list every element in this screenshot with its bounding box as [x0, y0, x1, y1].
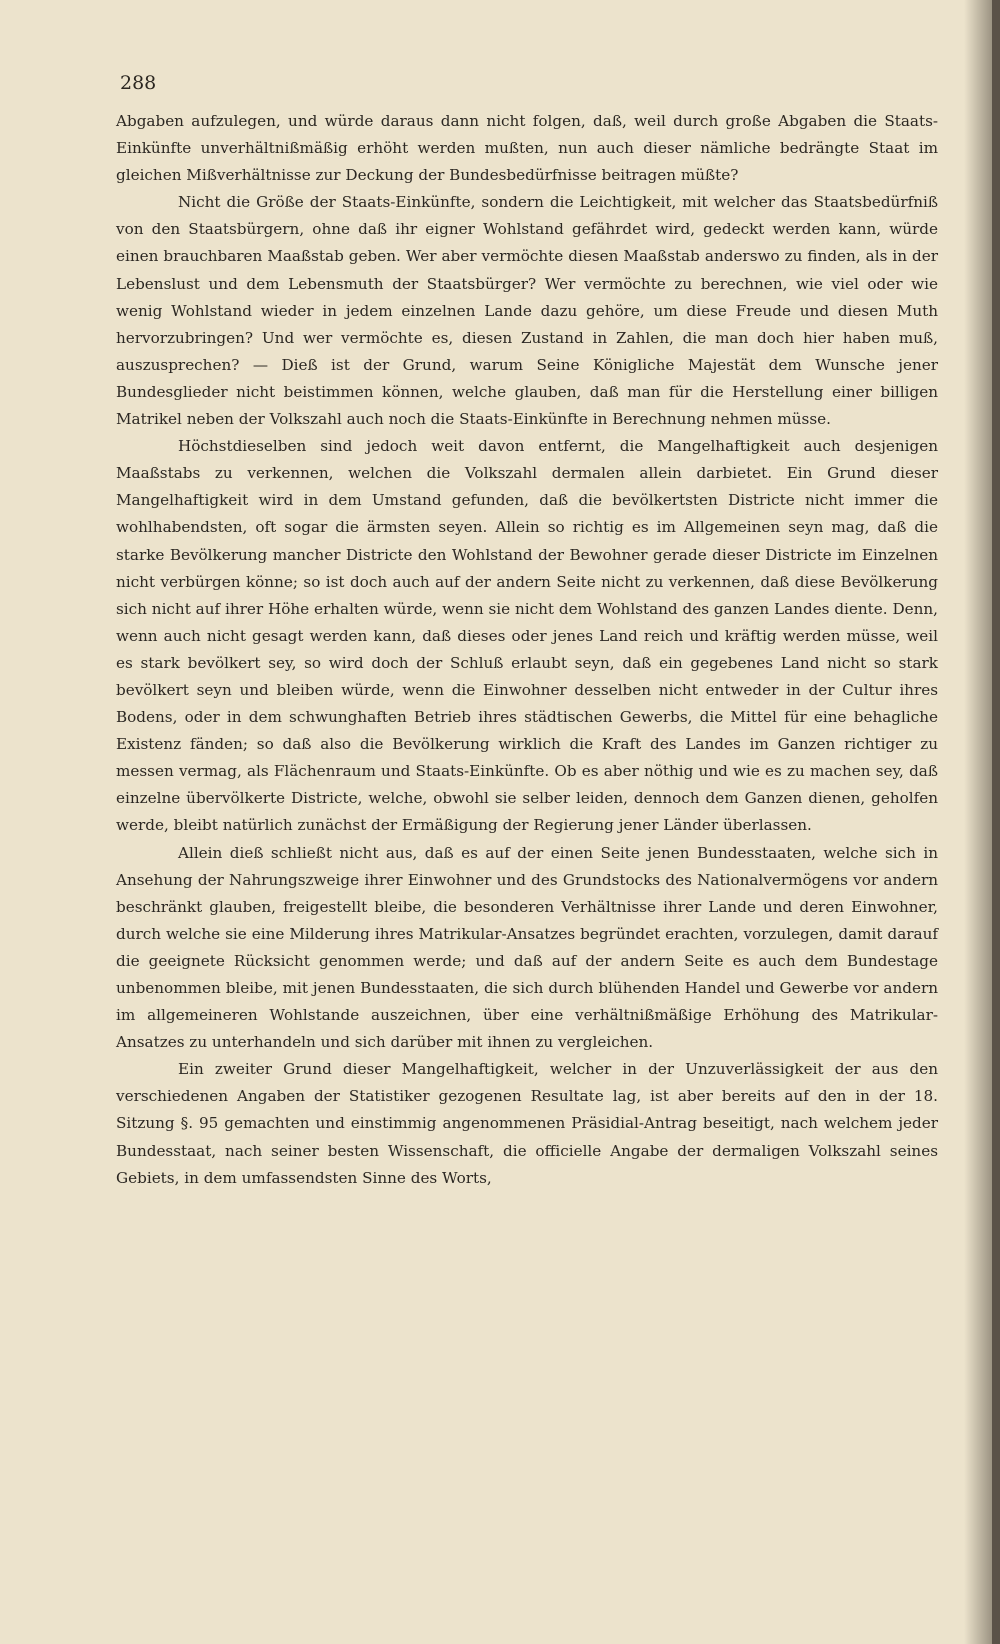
paragraph-4: Allein dieß schließt nicht aus, daß es auf der einen Seite jenen Bundesstaaten, welche sich in Ansehung der Nahrungszweige ihrer Einwohner und des Grundstocks des Nationalvermögens vor andern beschränkt glauben, freigestellt bleibe, die besonderen Verhältnisse ihrer Lande und deren Einwohner, durch welche sie eine Milderung ihres Matrikular-Ansatzes begründet erachten, vorzulegen, damit darauf die geeignete Rücksicht genommen werde; und daß auf der andern Seite es auch dem Bundestage unbenommen bleibe, mit jenen Bundesstaaten, die sich durch blühenden Handel und Gewerbe vor andern im allgemeineren Wohlstande auszeichnen, über eine verhältnißmäßige Erhöhung des Matrikular-Ansatzes zu unterhandeln und sich darüber mit ihnen zu vergleichen.	[116, 843, 938, 1052]
paragraph-1: Abgaben aufzulegen, und würde daraus dann nicht folgen, daß, weil durch große Abgaben die Staats-Einkünfte unverhältnißmäßig erhöht werden mußten, nun auch dieser nämliche bedrängte Staat im gleichen Mißverhältnisse zur Deckung der Bundesbedürfnisse beitragen müßte?	[116, 112, 938, 185]
paragraph-5: Ein zweiter Grund dieser Mangelhaftigkeit, welcher in der Unzuverlässigkeit der aus den verschiedenen Angaben der Statistiker gezogenen Resultate lag, ist aber bereits auf den in der 18. Sitzung §. 95 gemachten und einstimmig angenommenen Präsidial-Antrag beseitigt, nach welchem jeder Bundesstaat, nach seiner besten Wissenschaft, die officielle Angabe der dermaligen Volkszahl seines Gebiets, in dem umfassendsten Sinne des Worts,	[116, 1060, 938, 1187]
page-number: 288	[120, 72, 157, 94]
paragraph-2: Nicht die Größe der Staats-Einkünfte, sondern die Leichtigkeit, mit welcher das Staatsbedürfniß von den Staatsbürgern, ohne daß ihr eigner Wohlstand gefährdet wird, gedeckt werden kann, würde einen brauchbaren Maaßstab geben. Wer aber vermöchte diesen Maaßstab anderswo zu finden, als in der Lebenslust und dem Lebensmuth der Staatsbürger? Wer vermöchte zu berechnen, wie viel oder wie wenig Wohlstand wieder in jedem einzelnen Lande dazu gehöre, um diese Freude und diesen Muth hervorzubringen? Und wer vermöchte es, diesen Zustand in Zahlen, die man doch hier haben muß, auszusprechen? — Dieß ist der Grund, warum Seine Königliche Majestät dem Wunsche jener Bundesglieder nicht beistimmen können, welche glauben, daß man für die Herstellung einer billigen Matrikel neben der Volkszahl auch noch die Staats-Einkünfte in Berechnung nehmen müsse.	[116, 193, 938, 429]
body-text	[116, 108, 938, 1192]
book-spine-edge	[992, 0, 1000, 1644]
paragraph-3: Höchstdieselben sind jedoch weit davon entfernt, die Mangelhaftigkeit auch desjenigen Maaßstabs zu verkennen, welchen die Volkszahl dermalen allein darbietet. Ein Grund dieser Mangelhaftigkeit wird in dem Umstand gefunden, daß die bevölkertsten Districte nicht immer die wohlhabendsten, oft sogar die ärmsten seyen. Allein so richtig es im Allgemeinen seyn mag, daß die starke Bevölkerung mancher Districte den Wohlstand der Bewohner gerade dieser Districte im Einzelnen nicht verbürgen könne; so ist doch auch auf der andern Seite nicht zu verkennen, daß diese Bevölkerung sich nicht auf ihrer Höhe erhalten würde, wenn sie nicht dem Wohlstand des ganzen Landes diente. Denn, wenn auch nicht gesagt werden kann, daß dieses oder jenes Land reich und kräftig werden müsse, weil es stark bevölkert sey, so wird doch der Schluß erlaubt seyn, daß ein gegebenes Land nicht so stark bevölkert seyn und bleiben würde, wenn die Einwohner desselben nicht entweder in der Cultur ihres Bodens, oder in dem schwunghaften Betrieb ihres städtischen Gewerbs, die Mittel für eine behagliche Existenz fänden; so daß also die Bevölkerung wirklich die Kraft des Landes im Ganzen richtiger zu messen vermag, als Flächenraum und Staats-Einkünfte. Ob es aber nöthig und wie es zu machen sey, daß einzelne übervölkerte Districte, welche, obwohl sie selber leiden, dennoch dem Ganzen dienen, geholfen werde, bleibt natürlich zunächst der Ermäßigung der Regierung jener Länder überlassen.	[116, 437, 938, 835]
